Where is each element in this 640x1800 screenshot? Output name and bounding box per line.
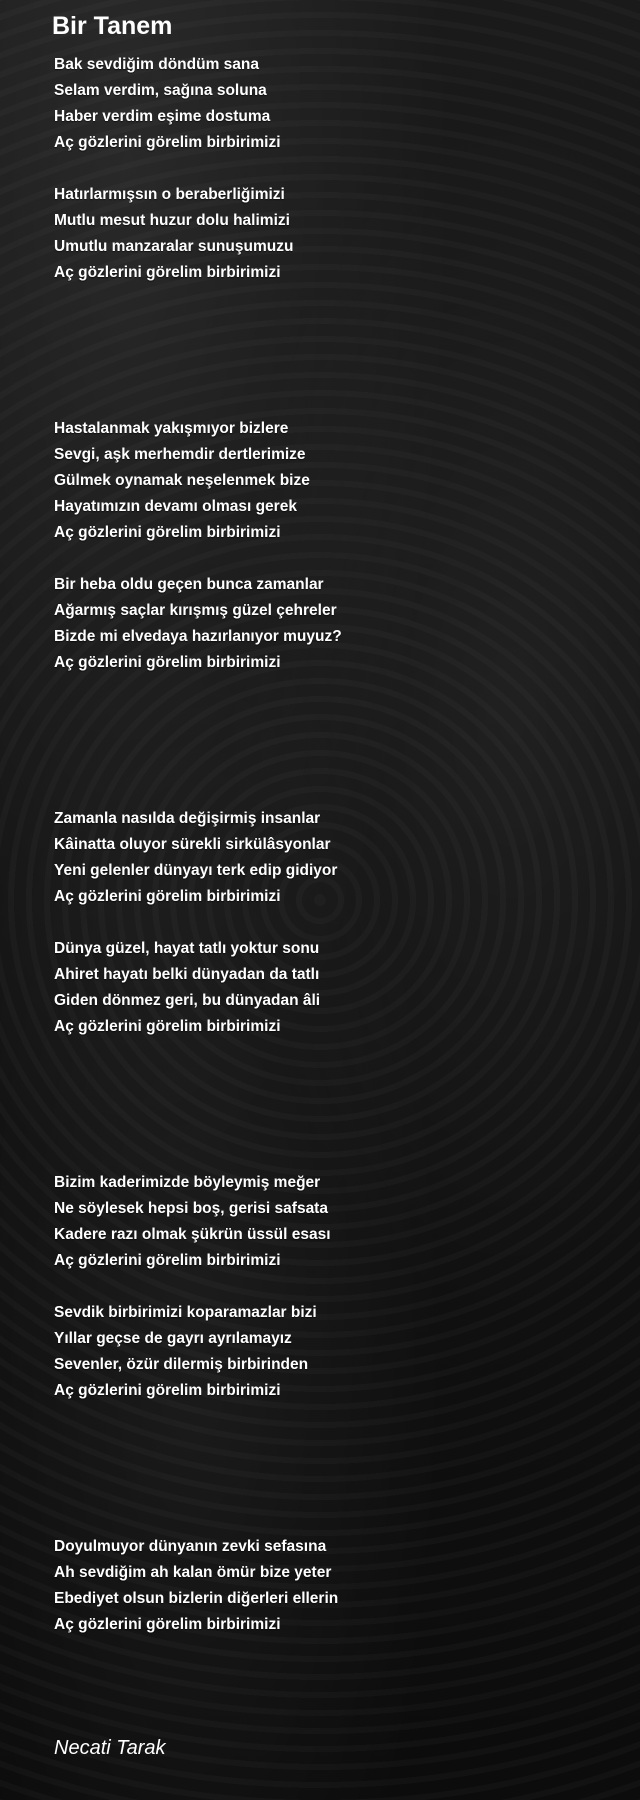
stanza-gap xyxy=(54,156,614,182)
poem-line: Aç gözlerini görelim birbirimizi xyxy=(54,1018,281,1035)
poem-line: Aç gözlerini görelim birbirimizi xyxy=(54,1252,281,1269)
section-gap xyxy=(54,676,614,806)
poem-line: Ebediyet olsun bizlerin diğerleri ellerin xyxy=(54,1590,339,1607)
poem-line: Ah sevdiğim ah kalan ömür bize yeter xyxy=(54,1564,332,1581)
poem-line: Dünya güzel, hayat tatlı yoktur sonu xyxy=(54,940,320,957)
poem-line: Bak sevdiğim döndüm sana xyxy=(54,56,259,73)
poem-line: Aç gözlerini görelim birbirimizi xyxy=(54,1382,281,1399)
poem-line: Selam verdim, sağına soluna xyxy=(54,82,267,99)
poem-line: Hayatımızın devamı olması gerek xyxy=(54,498,297,515)
stanza xyxy=(54,936,614,1040)
poem-line: Ağarmış saçlar kırışmış güzel çehreler xyxy=(54,602,337,619)
poem-line: Doyulmuyor dünyanın zevki sefasına xyxy=(54,1538,327,1555)
poem-line: Bizde mi elvedaya hazırlanıyor muyuz? xyxy=(54,628,342,645)
poem-line: Aç gözlerini görelim birbirimizi xyxy=(54,524,281,541)
stanza xyxy=(54,1300,614,1404)
stanza-gap xyxy=(54,546,614,572)
poem-line: Ne söylesek hepsi boş, gerisi safsata xyxy=(54,1200,328,1217)
poem-line: Kâinatta oluyor sürekli sirkülâsyonlar xyxy=(54,836,331,853)
poem-line: Ahiret hayatı belki dünyadan da tatlı xyxy=(54,966,320,983)
stanza-gap xyxy=(54,910,614,936)
poem-line: Aç gözlerini görelim birbirimizi xyxy=(54,264,281,281)
stanza xyxy=(54,806,614,910)
poem-line: Sevenler, özür dilermiş birbirinden xyxy=(54,1356,309,1373)
stanza xyxy=(54,572,614,676)
poem-line: Aç gözlerini görelim birbirimizi xyxy=(54,888,281,905)
poem-line: Yeni gelenler dünyayı terk edip gidiyor xyxy=(54,862,338,879)
poem-author: Necati Tarak xyxy=(54,1737,166,1759)
poem-line: Giden dönmez geri, bu dünyadan âli xyxy=(54,992,321,1009)
section-gap xyxy=(54,1404,614,1534)
section-gap xyxy=(54,286,614,416)
stanza xyxy=(54,1534,614,1638)
poem-line: Mutlu mesut huzur dolu halimizi xyxy=(54,212,290,229)
poem-line: Hatırlarmışsın o beraberliğimizi xyxy=(54,186,285,203)
poem-line: Gülmek oynamak neşelenmek bize xyxy=(54,472,310,489)
poem-line: Haber verdim eşime dostuma xyxy=(54,108,271,125)
poem-line: Umutlu manzaralar sunuşumuzu xyxy=(54,238,294,255)
poem-line: Zamanla nasılda değişirmiş insanlar xyxy=(54,810,321,827)
poem-line: Sevgi, aşk merhemdir dertlerimize xyxy=(54,446,306,463)
poem-line: Yıllar geçse de gayrı ayrılamayız xyxy=(54,1330,292,1347)
stanza xyxy=(54,182,614,286)
poem-line: Hastalanmak yakışmıyor bizlere xyxy=(54,420,289,437)
poem-line: Bizim kaderimizde böyleymiş meğer xyxy=(54,1174,321,1191)
poem-title: Bir Tanem xyxy=(52,12,173,40)
stanza xyxy=(54,1170,614,1274)
poem-line: Sevdik birbirimizi koparamazlar bizi xyxy=(54,1304,317,1321)
stanza xyxy=(54,416,614,546)
stanza xyxy=(54,52,614,156)
poem-line: Bir heba oldu geçen bunca zamanlar xyxy=(54,576,324,593)
poem-line: Kadere razı olmak şükrün üssül esası xyxy=(54,1226,331,1243)
stanza-gap xyxy=(54,1274,614,1300)
poem-line: Aç gözlerini görelim birbirimizi xyxy=(54,1616,281,1633)
poem-line: Aç gözlerini görelim birbirimizi xyxy=(54,654,281,671)
poem-line: Aç gözlerini görelim birbirimizi xyxy=(54,134,281,151)
section-gap xyxy=(54,1040,614,1170)
poem-body xyxy=(54,52,614,1638)
